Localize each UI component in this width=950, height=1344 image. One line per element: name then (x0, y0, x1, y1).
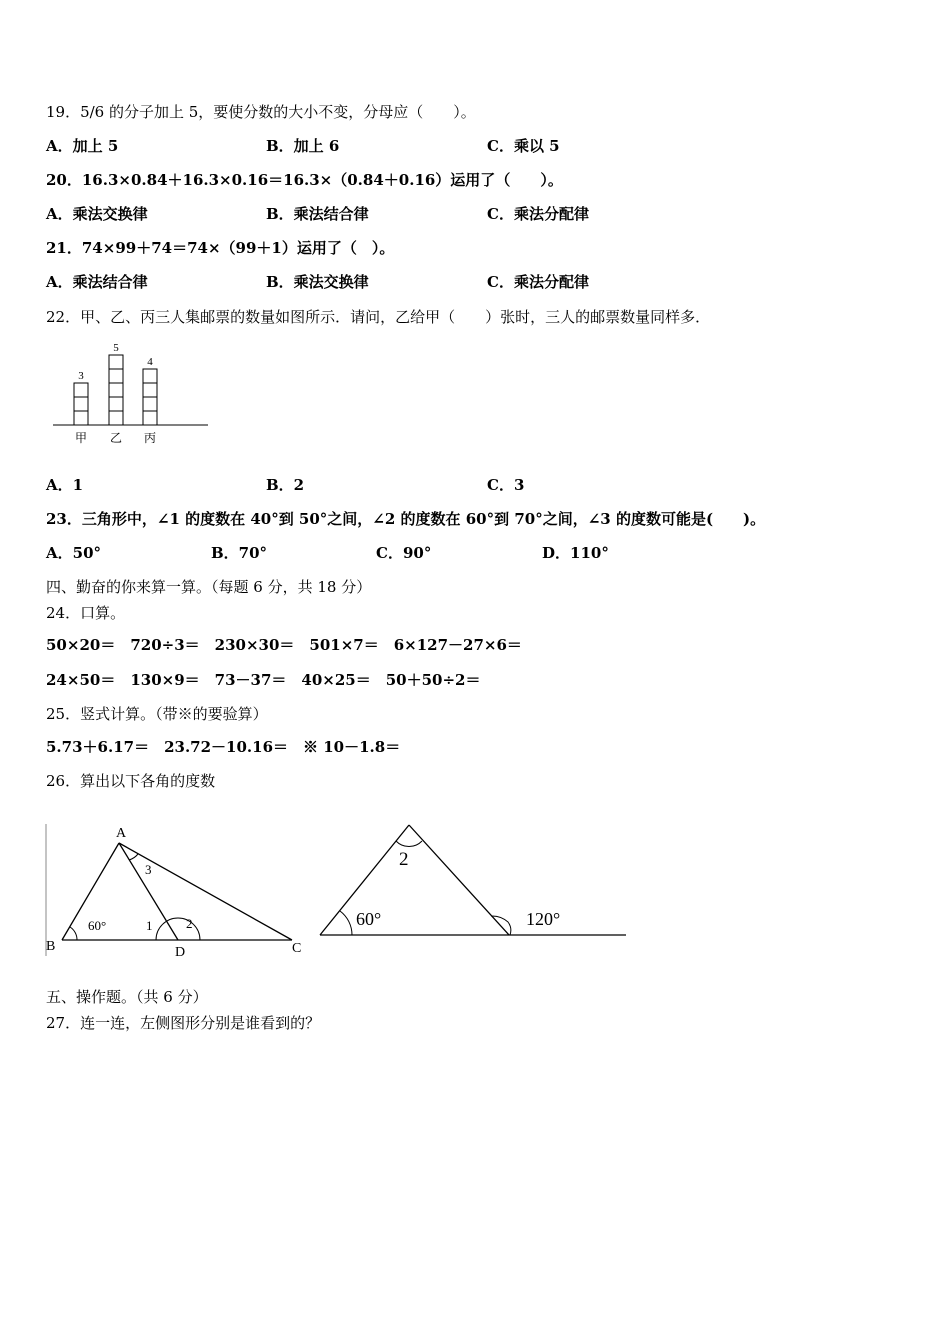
base-angle-arc (340, 911, 352, 935)
stamp-cell-丙 (143, 411, 157, 425)
q20-option-c: C．乘法分配律 (487, 205, 589, 223)
angle-d-arc (156, 918, 200, 940)
bar-value-label: 3 (78, 370, 84, 382)
q26-triangle-figure-2 (314, 815, 634, 950)
q22-option-a: A．1 (46, 476, 84, 494)
q19-option-c: C．乘以 5 (487, 137, 560, 155)
q24-row2: 24×50＝ 130×9＝ 73－37＝ 40×25＝ 50＋50÷2＝ (46, 671, 481, 689)
stamp-cell-乙 (109, 355, 123, 369)
q22-option-c: C．3 (487, 476, 525, 494)
category-label: 甲 (74, 431, 88, 445)
q21-stem: 21．74×99＋74＝74×（99＋1）运用了（ ）。 (46, 239, 395, 257)
label-angle-60: 60° (356, 909, 382, 929)
stamp-cell-甲 (74, 383, 88, 397)
q21-option-a: A．乘法结合律 (46, 273, 148, 291)
label-angle-120: 120° (526, 909, 561, 929)
stamp-cell-乙 (109, 369, 123, 383)
section5-title: 五、操作题。（共 6 分） (46, 988, 208, 1006)
stamp-cell-乙 (109, 383, 123, 397)
q19-option-b: B．加上 6 (266, 137, 340, 155)
q23-option-b: B．70° (211, 544, 268, 562)
angle-b-arc (70, 927, 77, 940)
label-d: D (175, 945, 186, 960)
stamp-cell-甲 (74, 411, 88, 425)
label-angle-2: 2 (399, 849, 409, 870)
stamp-cell-甲 (74, 397, 88, 411)
angle-3-arc (129, 854, 138, 860)
stamp-cell-乙 (109, 411, 123, 425)
q19-stem: 19．5/6 的分子加上 5，要使分数的大小不变，分母应（ ）。 (46, 103, 476, 121)
label-angle-1: 1 (146, 918, 153, 933)
q24-stem: 24．口算。 (46, 604, 126, 622)
bar-value-label: 4 (147, 356, 153, 368)
chart-bars (74, 355, 157, 425)
stamp-cell-丙 (143, 383, 157, 397)
q23-stem: 23．三角形中，∠1 的度数在 40°到 50°之间，∠2 的度数在 60°到 70°之间，∠3 的度数可能是( )。 (46, 510, 766, 528)
label-angle-60: 60° (88, 918, 107, 933)
q26-stem: 26．算出以下各角的度数 (46, 772, 216, 790)
q23-option-c: C．90° (376, 544, 432, 562)
q25-row: 5.73＋6.17＝ 23.72－10.16＝ ※ 10－1.8＝ (46, 738, 401, 756)
q23-option-d: D．110° (542, 544, 609, 562)
q20-stem: 20．16.3×0.84＋16.3×0.16＝16.3×（0.84＋0.16）运用了（ ）。 (46, 171, 563, 189)
apex-angle-arc (396, 841, 422, 847)
q20-option-a: A．乘法交换律 (46, 205, 148, 223)
category-label: 丙 (143, 431, 157, 445)
bar-value-label: 5 (113, 342, 119, 354)
label-c: C (292, 941, 302, 956)
stamp-cell-乙 (109, 397, 123, 411)
label-angle-2: 2 (186, 916, 193, 931)
label-a: A (116, 826, 127, 841)
q27-stem: 27．连一连，左侧图形分别是谁看到的？ (46, 1014, 321, 1032)
label-angle-3: 3 (145, 862, 152, 877)
q24-row1: 50×20＝ 720÷3＝ 230×30＝ 501×7＝ 6×127－27×6＝ (46, 636, 522, 654)
q25-stem: 25．竖式计算。（带※的要验算） (46, 705, 268, 723)
q19-option-a: A．加上 5 (46, 137, 119, 155)
category-label: 乙 (109, 431, 123, 445)
q22-stamp-chart (50, 336, 220, 451)
q22-option-b: B．2 (266, 476, 305, 494)
stamp-cell-丙 (143, 397, 157, 411)
q21-option-c: C．乘法分配律 (487, 273, 589, 291)
q22-stem: 22．甲、乙、丙三人集邮票的数量如图所示．请问，乙给甲（ ）张时，三人的邮票数量同样多． (46, 308, 711, 326)
q21-option-b: B．乘法交换律 (266, 273, 369, 291)
stamp-cell-丙 (143, 369, 157, 383)
label-b: B (46, 939, 56, 954)
q26-triangle-figure-1 (44, 820, 306, 962)
q20-option-b: B．乘法结合律 (266, 205, 369, 223)
section4-title: 四、勤奋的你来算一算。（每题 6 分，共 18 分） (46, 578, 372, 596)
right-side (409, 825, 509, 935)
q23-option-a: A．50° (46, 544, 102, 562)
side-ac (119, 843, 292, 940)
